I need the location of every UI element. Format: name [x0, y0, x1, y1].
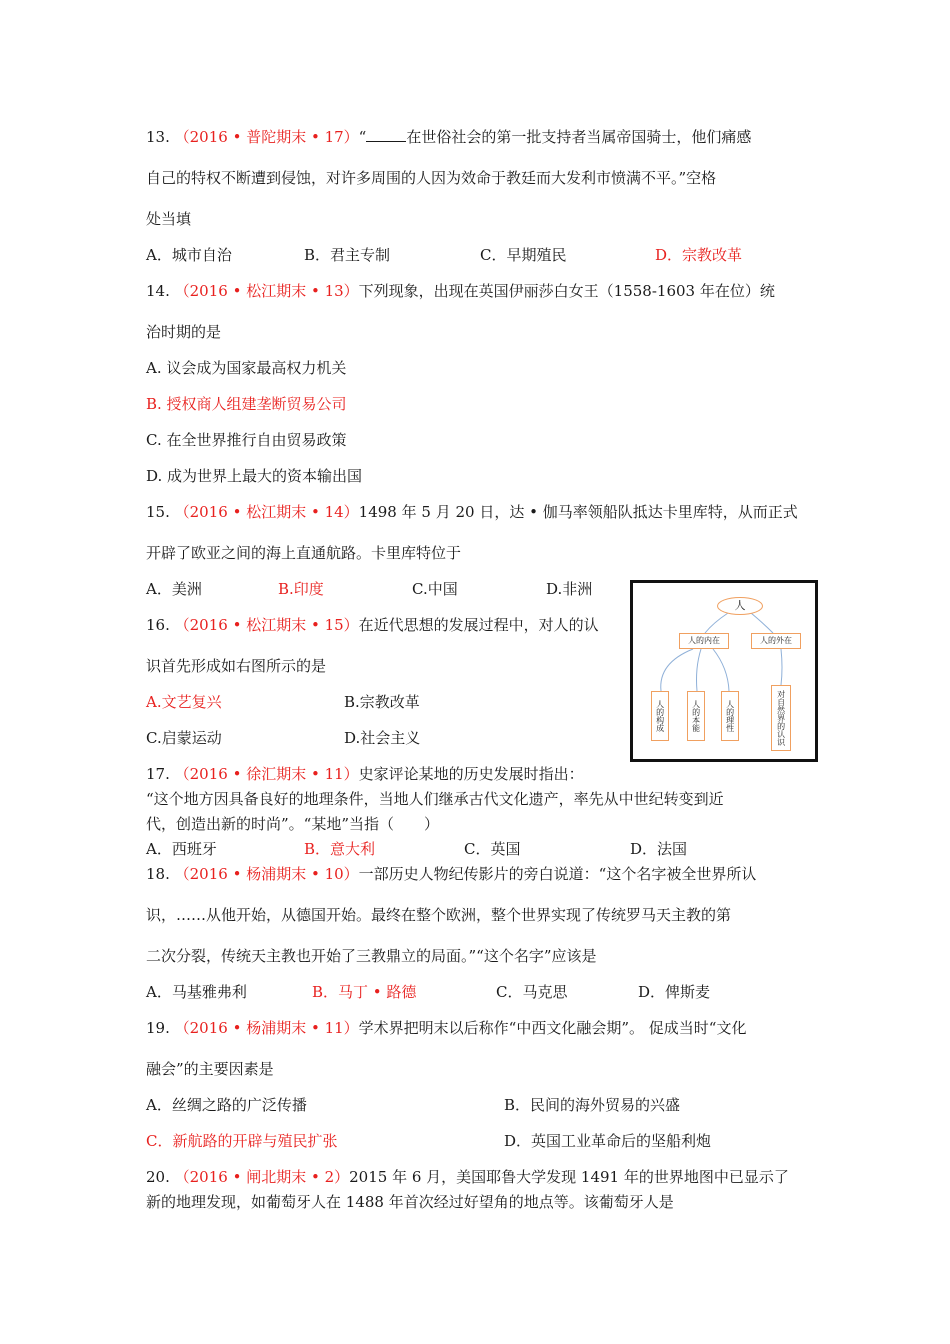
- q18-option-b: B．马丁 • 路德: [312, 983, 417, 1001]
- q13-option-c: C．早期殖民: [480, 246, 567, 264]
- q17-option-a: A．西班牙: [146, 840, 217, 858]
- connector-root-outer: [751, 613, 773, 633]
- q14-option-b: B. 授权商人组建垄断贸易公司: [146, 395, 347, 413]
- q18-line2: 识，……从他开始，从德国开始。最终在整个欧洲，整个世界实现了传统罗马天主教的第: [146, 906, 732, 924]
- q16-option-b: B.宗教改革: [344, 693, 420, 711]
- connector-root-inner: [705, 613, 728, 633]
- q19-line2: 融会”的主要因素是: [146, 1060, 274, 1078]
- q13-option-a: A．城市自治: [146, 246, 232, 264]
- q18-line3: 二次分裂，传统天主教也开始了三教鼎立的局面。”“这个名字”应该是: [146, 947, 597, 965]
- connector-inner-instinct: [697, 649, 702, 691]
- q15-line2: 开辟了欧亚之间的海上直通航路。卡里库特位于: [146, 544, 462, 562]
- diagram-leaf-instinct: 人的本能: [687, 691, 705, 741]
- q15-option-a: A．美洲: [146, 580, 202, 598]
- q19-line1: 19. （2016 • 杨浦期末 • 11）学术界把明末以后称作“中西文化融会期”。 促成当时“文化: [146, 1019, 747, 1037]
- q13-line1: 13. （2016 • 普陀期末 • 17）“ 在世俗社会的第一批支持者当属帝国骑士，他们痛感: [146, 128, 752, 146]
- q16-option-c: C.启蒙运动: [146, 729, 222, 747]
- q19-option-c: C．新航路的开辟与殖民扩张: [146, 1132, 338, 1150]
- q17-option-d: D．法国: [630, 840, 688, 858]
- q14-option-d: D. 成为世界上最大的资本输出国: [146, 467, 363, 485]
- q18-option-c: C．马克思: [496, 983, 568, 1001]
- q15-option-c: C.中国: [412, 580, 458, 598]
- q14-line2: 治时期的是: [146, 323, 222, 341]
- q13-option-d: D．宗教改革: [655, 246, 743, 264]
- q20-line1: 20. （2016 • 闸北期末 • 2）2015 年 6 月，美国耶鲁大学发现 1491 年的世界地图中已显示了: [146, 1168, 789, 1186]
- diagram-leaf-nature: 对自然界的认识: [771, 685, 791, 751]
- q19-option-a: A．丝绸之路的广泛传播: [146, 1096, 307, 1114]
- q18-option-d: D．俾斯麦: [638, 983, 711, 1001]
- q19-option-d: D．英国工业革命后的坚船利炮: [504, 1132, 712, 1150]
- connector-outer-nature: [781, 649, 782, 685]
- diagram-leaf-structure: 人的构成: [651, 691, 669, 741]
- q16-option-a: A.文艺复兴: [146, 693, 222, 711]
- diagram-inner: 人的内在: [679, 633, 729, 649]
- q16-line1: 16. （2016 • 松江期末 • 15）在近代思想的发展过程中，对人的认: [146, 616, 599, 634]
- q17-line3: 代，创造出新的时尚”。“某地”当指（ ）: [146, 815, 440, 833]
- connector-inner-reason: [713, 649, 729, 691]
- q18-option-a: A．马基雅弗利: [146, 983, 247, 1001]
- q20-line2: 新的地理发现，如葡萄牙人在 1488 年首次经过好望角的地点等。该葡萄牙人是: [146, 1193, 674, 1211]
- diagram-outer: 人的外在: [751, 633, 801, 649]
- q15-option-b: B.印度: [278, 580, 324, 598]
- q17-option-b: B．意大利: [304, 840, 376, 858]
- q14-option-a: A. 议会成为国家最高权力机关: [146, 359, 347, 377]
- q13-line2: 自己的特权不断遭到侵蚀，对许多周围的人因为效命于教廷而大发利市愤满不平。”空格: [146, 169, 717, 187]
- q15-line1: 15. （2016 • 松江期末 • 14）1498 年 5 月 20 日，达 • 伽马率领船队抵达卡里库特，从而正式: [146, 503, 798, 521]
- q13-option-b: B．君主专制: [304, 246, 391, 264]
- answer-blank: [366, 127, 406, 142]
- q17-option-c: C．英国: [464, 840, 521, 858]
- concept-diagram: [630, 580, 818, 762]
- q15-option-d: D.非洲: [546, 580, 593, 598]
- q14-line1: 14. （2016 • 松江期末 • 13）下列现象，出现在英国伊丽莎白女王（1558-1603 年在位）统: [146, 282, 775, 300]
- q17-line2: “这个地方因具备良好的地理条件，当地人们继承古代文化遗产，率先从中世纪转变到近: [146, 790, 724, 808]
- q16-option-d: D.社会主义: [344, 729, 421, 747]
- diagram-root: 人: [717, 597, 763, 615]
- q18-line1: 18. （2016 • 杨浦期末 • 10）一部历史人物纪传影片的旁白说道：“这个名字被全世界所认: [146, 865, 757, 883]
- q16-line2: 识首先形成如右图所示的是: [146, 657, 327, 675]
- q17-line1: 17. （2016 • 徐汇期末 • 11）史家评论某地的历史发展时指出：: [146, 765, 584, 783]
- q13-line3: 处当填: [146, 210, 192, 228]
- q19-option-b: B．民间的海外贸易的兴盛: [504, 1096, 681, 1114]
- connector-inner-structure: [661, 649, 693, 691]
- diagram-leaf-reason: 人的理性: [721, 691, 739, 741]
- q14-option-c: C. 在全世界推行自由贸易政策: [146, 431, 347, 449]
